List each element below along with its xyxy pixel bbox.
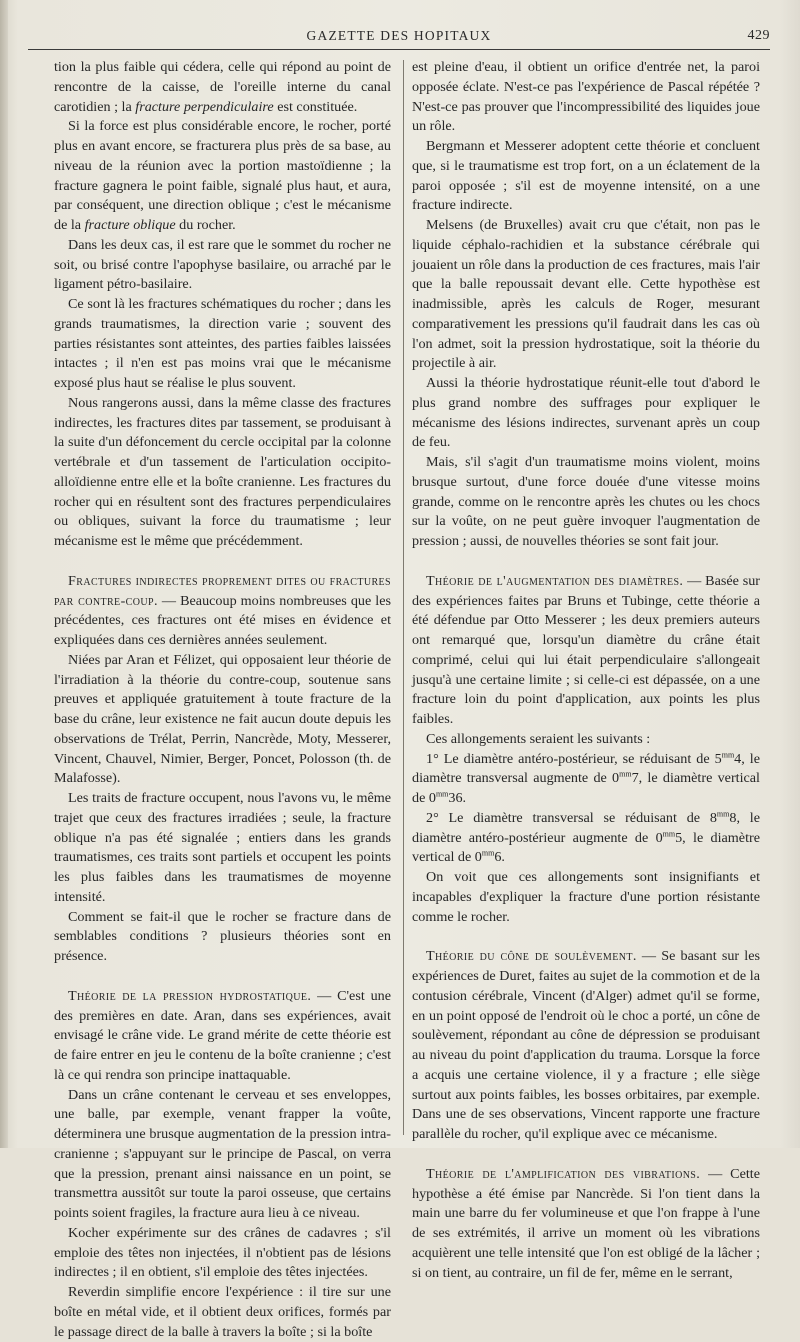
- section-heading: Théorie du cône de soulèvement.: [426, 948, 637, 965]
- right-column: [412, 58, 760, 1283]
- running-header: [28, 24, 770, 50]
- paragraph: Kocher expérimente sur des crânes de cadavres ; s'il emploie des têtes non injectées, il n'obtient pas de lésions indirectes ; il en obtient, s'il emploie des têtes injectées.: [54, 1224, 391, 1281]
- section-paragraph: Théorie du cône de soulèvement. — Se basant sur les expériences de Duret, faites au sujet de la commotion et de la contusion cérébrale, Vincent (d'Alger) admet qu'il se forme, en un point opposé de l'endroit où le choc a porté, un cône de soulèvement, répondant au cône de dépression se produisant au niveau du point d'application du trauma. Lorsque la force a acquis une certaine violence, il y a fracture ; elle siège surtout aux points faibles, les bosses orbitaires, par exemple. Dans une de ses observations, Vincent rapporte une fracture parallèle du rocher, qu'il explique avec ce mécanisme.: [412, 948, 760, 1142]
- page-number: 429: [747, 28, 770, 43]
- section-paragraph: Théorie de la pression hydrostatique. — C'est une des premières en date. Aran, dans ses expériences, avait envisagé le crâne vide. Le grand mérite de cette théorie est de faire entrer en jeu le contenu de la boîte cranienne ; c'est là ce qui rendra son principe inattaquable.: [54, 987, 391, 1083]
- paragraph: Mais, s'il s'agit d'un traumatisme moins violent, moins brusque surtout, d'une force douée d'une vitesse moins grande, comme on le rencontre après les chutes ou les chocs sur la voûte, on ne peut guère invoquer l'augmentation de pression ; aussi, de nouvelles théories se sont fait jour.: [412, 454, 760, 549]
- section-paragraph: Théorie de l'augmentation des diamètres. — Basée sur des expériences faites par Bruns et Tubinge, cette théorie a été défendue par Otto Messerer ; les deux premiers auteurs ont remarqué que, lorsqu'un diamètre du crâne était comprimé, celui qui lui était perpendiculaire s'allongeait jusqu'à une certaine limite ; si celle-ci est dépassée, on a une fracture loin du point d'application, aux points les plus faibles.: [412, 572, 760, 727]
- section-heading: Théorie de la pression hydrostatique.: [68, 987, 312, 1004]
- paragraph: Nous rangerons aussi, dans la même classe des fractures indirectes, les fractures dites par tassement, se produisant à la suite d'un défoncement du cercle occipital par la colonne vertébrale et d'un tassement de l'articulation occipito-alloïdienne entre elle et la boîte cranienne. Les fractures du rocher qui en résultent sont des fractures perpendiculaires ou obliques, suivant la force du traumatisme ; leur mécanisme est le même que précédemment.: [54, 394, 391, 549]
- italic-term: fracture oblique: [84, 217, 176, 233]
- paragraph: Melsens (de Bruxelles) avait cru que c'était, non pas le liquide céphalo-rachidien et la substance cérébrale qui jouaient un rôle dans la production de ces fractures, mais l'air que la balle repoussait devant elle. Cette hypothèse est inadmissible, après les calculs de Roger, mesurant comparativement les pressions qu'il faudrait dans les cas où l'on admet, soit la pression hydrostatique, soit la théorie du projectile à air.: [412, 217, 760, 372]
- paragraph: tion la plus faible qui cédera, celle qui répond au point de rencontre de la caisse, de l'oreille interne du canal carotidien ; la fracture perpendiculaire est constituée.: [54, 59, 391, 115]
- paragraph: est pleine d'eau, il obtient un orifice d'entrée net, la paroi opposée éclate. N'est-ce pas l'expérience de Pascal répétée ? N'est-ce pas prouver que l'incompressibilité des liquides joue un rôle.: [412, 59, 760, 135]
- section-heading: Fractures indirectes proprement dites ou fractures par contre-coup.: [54, 572, 391, 609]
- list-item: 2° Le diamètre transversal se réduisant de $8^{mm}8$, le diamètre antéro-postérieur augmente de $0^{mm}5$, le diamètre vertical de $0^{mm}6$.: [412, 809, 760, 866]
- page-edge-shadow: [0, 0, 8, 1148]
- paragraph: Bergmann et Messerer adoptent cette théorie et concluent que, si le traumatisme est trop fort, on a un éclatement de la paroi opposée ; s'il est de moyenne intensité, on a une fracture indirecte.: [412, 138, 760, 214]
- paragraph: Dans les deux cas, il est rare que le sommet du rocher ne soit, ou brisé contre l'apophyse basilaire, ou arraché par le ligament pétro-basilaire.: [54, 236, 391, 293]
- paragraph: Si la force est plus considérable encore, le rocher, porté plus en avant encore, se fracturera plus près de sa base, au niveau de la réunion avec la portion mastoïdienne ; la fracture gagnera le point faible, signalé plus haut, et aura, par conséquent, une direction oblique ; c'est le mécanisme de la fracture oblique du rocher.: [54, 118, 391, 233]
- journal-title: GAZETTE DES HOPITAUX: [306, 28, 492, 43]
- paragraph: Comment se fait-il que le rocher se fracture dans de semblables conditions ? plusieurs théories sont en présence.: [54, 908, 391, 964]
- section-heading: Théorie de l'amplification des vibrations.: [426, 1165, 701, 1182]
- paragraph: Reverdin simplifie encore l'expérience : il tire sur une boîte en métal vide, et il obtient deux orifices, formés par le passage direct de la balle à travers la boîte ; si la boîte: [54, 1284, 391, 1340]
- paragraph: Ce sont là les fractures schématiques du rocher ; dans les grands traumatismes, la direction varie ; souvent des parties résistantes sont atteintes, des parties faibles laissées intactes ; il n'en est pas moins vrai que le mécanisme exposé plus haut se réalise le plus souvent.: [54, 296, 391, 391]
- paragraph: On voit que ces allongements sont insignifiants et incapables d'expliquer la fracture d'une portion résistante comme le rocher.: [412, 869, 760, 925]
- paragraph: Les traits de fracture occupent, nous l'avons vu, le même trajet que ceux des fractures irradiées ; seule, la fracture oblique n'a pas été signalée ; entiers dans les grands traumatismes, ces traits sont partiels et occupent les points les plus faibles dans les traumatismes de moyenne intensité.: [54, 790, 391, 905]
- left-column: [54, 58, 391, 1342]
- paragraph: Ces allongements seraient les suivants :: [426, 730, 651, 747]
- column-divider: [403, 60, 404, 1135]
- header-rule: [28, 49, 770, 50]
- italic-term: fracture perpendiculaire: [135, 98, 274, 115]
- paragraph: Niées par Aran et Félizet, qui opposaient leur théorie de l'irradiation à la théorie du contre-coup, soutenue sans preuves et appliquée gratuitement à toute fracture de la base du crâne, leur existence ne fait aucun doute depuis les observations de Trélat, Perrin, Nancrède, Moty, Messerer, Vincent, Chauvel, Nimier, Berger, Poncet, Polosson (th. de Malafosse).: [54, 651, 391, 787]
- section-paragraph: Théorie de l'amplification des vibrations. — Cette hypothèse a été émise par Nancrède. Si l'on tient dans la main une barre du fer volumineuse et que l'on frappe à l'une de ses extrémités, il arrive un moment où les vibrations acquièrent une telle intensité que l'on est obligé de la lâcher ; si on tient, au contraire, un fil de fer, même en le serrant,: [412, 1165, 760, 1281]
- section-paragraph: Fractures indirectes proprement dites ou fractures par contre-coup. — Beaucoup moins nombreuses que les précédentes, ces fractures ont été mises en évidence et expliquées dans ces dernières années seulement.: [54, 572, 392, 648]
- list-item: 1° Le diamètre antéro-postérieur, se réduisant de $5^{mm}4$, le diamètre transversal augmente de $0^{mm}7$, le diamètre vertical de $0^{mm}36$.: [412, 749, 760, 806]
- paragraph: Dans un crâne contenant le cerveau et ses enveloppes, une balle, par exemple, venant frapper la voûte, déterminera une brusque augmentation de la pression intra-cranienne ; s'appuyant sur le principe de Pascal, on verra que la pression, prenant ainsi naissance en un point, se transmettra aussitôt sur toute la paroi osseuse, que certains points soient fragiles, la fracture aura lieu à ce niveau.: [54, 1086, 391, 1221]
- paragraph: Aussi la théorie hydrostatique réunit-elle tout d'abord le plus grand nombre des suffrages pour expliquer le mécanisme des lésions indirectes, survenant après un coup de feu.: [412, 375, 760, 451]
- section-heading: Théorie de l'augmentation des diamètres.: [426, 572, 684, 589]
